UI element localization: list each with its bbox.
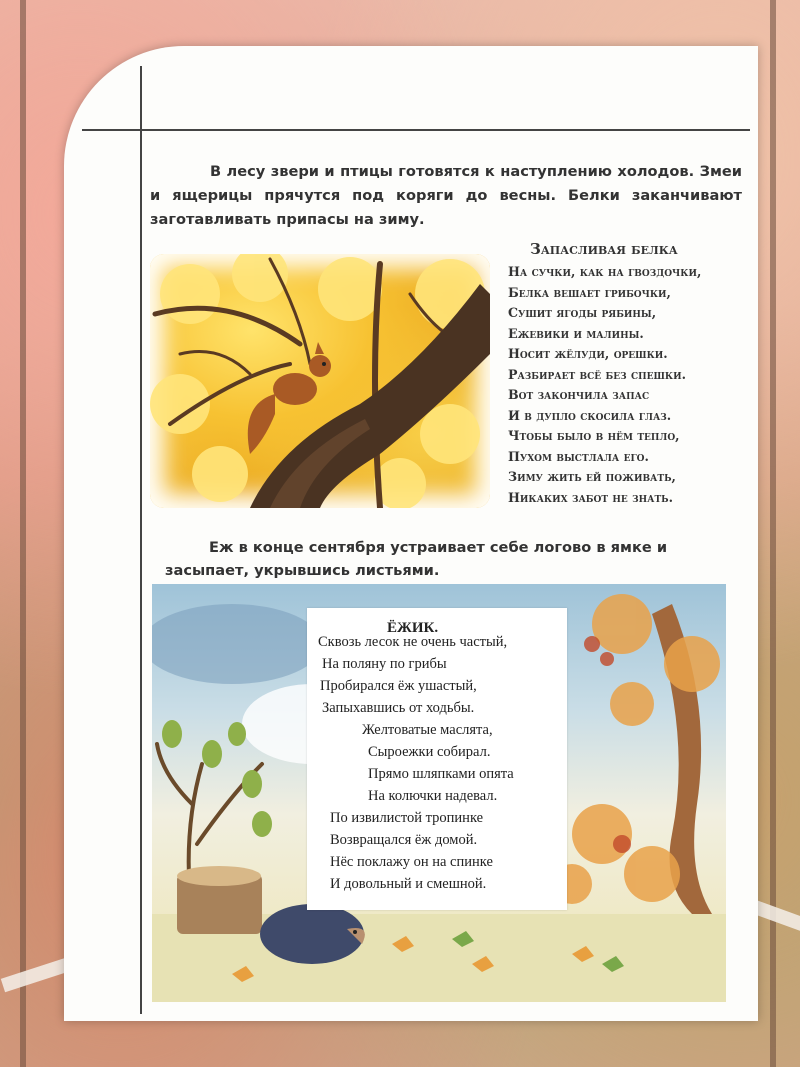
poem-line: Зиму жить ей поживать, [508, 469, 676, 484]
poem-line: Пробирался ёж ушастый, [320, 678, 477, 694]
poem-line: На сучки, как на гвоздочки, [508, 264, 702, 279]
poem-line: И довольный и смешной. [330, 876, 487, 892]
horizontal-rule [82, 129, 750, 131]
poem-line: Сушит ягоды рябины, [508, 305, 657, 320]
intro-paragraph: В лесу звери и птицы готовятся к наступлению холодов. Змеи и ящерицы прячутся под коряги до весны. Белки заканчивают заготавливать припасы на зиму. [150, 163, 742, 228]
poem-line: На поляну по грибы [322, 656, 447, 672]
poem-line: Сквозь лесок не очень частый, [318, 634, 508, 650]
poem-line: Разбирает всё без спешки. [508, 366, 686, 382]
poem-title: Запасливая белка [530, 240, 678, 258]
poem-line: Нёс поклажу он на спинке [330, 854, 493, 870]
poem-line: Пухом выстлала его. [508, 448, 649, 464]
poem-line: Желтоватые маслята, [362, 722, 493, 738]
squirrel-tree-drawing [150, 254, 490, 508]
poem-line: Вот закончила запас [508, 387, 650, 402]
poem-line: Чтобы было в нём тепло, [508, 428, 680, 443]
poem-line: Белка вешает грибочки, [508, 284, 671, 300]
poem-line: Возвращался ёж домой. [330, 832, 478, 848]
poem-line: И в дупло скосила глаз. [508, 407, 672, 423]
poem-line: Запыхавшись от ходьбы. [322, 700, 475, 716]
poem-line: Носит жёлуди, орешки. [508, 346, 668, 361]
vertical-rule [140, 66, 142, 1014]
background-tree-trunk [20, 0, 26, 1067]
poem-line: Прямо шляпками опята [368, 766, 514, 782]
poem-line: Ежевики и малины. [508, 325, 644, 341]
poem-line: Никаких забот не знать. [508, 489, 673, 505]
poem-line: Сыроежки собирал. [368, 744, 491, 760]
poem-title: ЁЖИК. [387, 620, 439, 636]
squirrel-illustration [150, 254, 490, 508]
hedgehog-paragraph: Еж в конце сентября устраивает себе логово в ямке и засыпает, укрывшись листьями. [165, 539, 668, 579]
poem-squirrel [508, 262, 748, 508]
poem-line: На колючки надевал. [368, 788, 498, 804]
poem-line: По извилистой тропинке [330, 810, 484, 826]
